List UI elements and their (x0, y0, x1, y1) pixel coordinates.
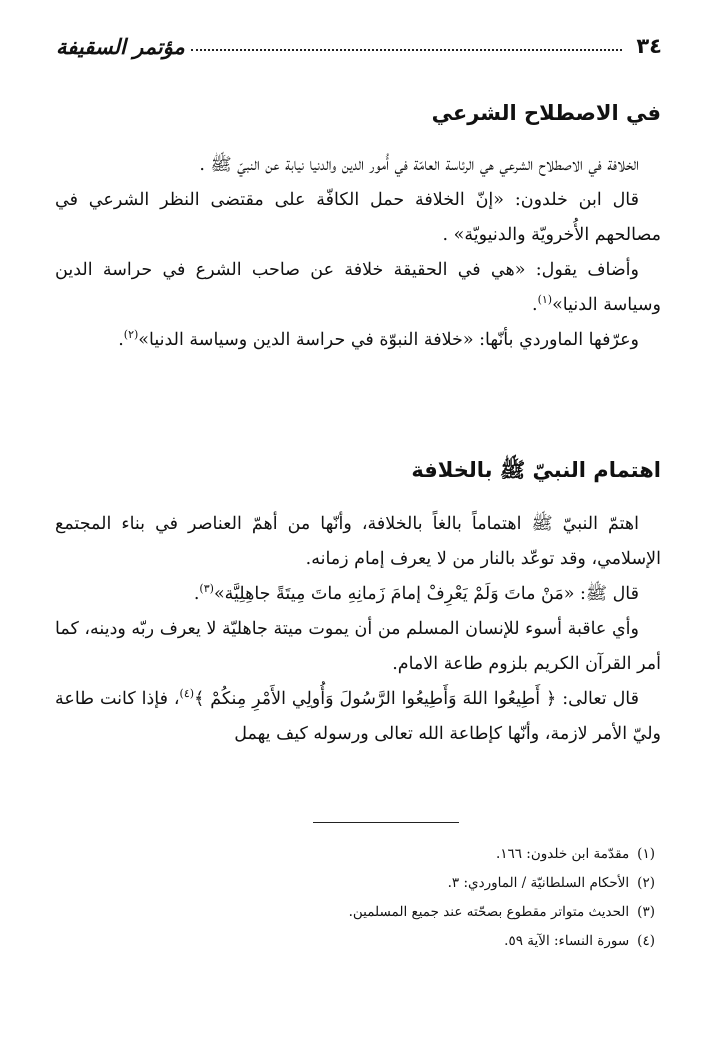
paragraph (55, 507, 661, 577)
section-heading: في الاصطلاح الشرعي (431, 101, 661, 125)
paragraph (55, 577, 661, 612)
footnote-number: (٣) (637, 904, 655, 920)
footnote-number: (١) (637, 846, 655, 862)
paragraph (55, 682, 661, 752)
paragraph-text: وأي عاقبة أسوء للإنسان المسلم من أن يموت ميتة جاهليّة لا يعرف ربّه ودينه، كما أمر القرآن الكريم بلزوم طاعة الامام. (55, 619, 661, 674)
footnote-ref: (٢) (123, 328, 139, 342)
paragraph-text: اهتمّ النبيّ ﷺ اهتماماً بالغاً بالخلافة، وأنّها من أهمّ العناصر في بناء المجتمع الإسلامي، وقد توعّد بالنار من لا يعرف إمام زمانه. (55, 514, 661, 569)
paragraph-tail: . (532, 295, 538, 315)
section-2-body (55, 507, 661, 752)
paragraph-tail: . (118, 330, 124, 350)
book-title: مؤتمر السقيفة (56, 33, 185, 59)
section-prophet-caliphate (55, 455, 661, 485)
paragraph (55, 183, 661, 253)
paragraph (55, 253, 661, 323)
running-head (56, 26, 662, 66)
footnote-ref: (١) (537, 293, 553, 307)
footnote-ref: (٤) (179, 687, 195, 701)
paragraph-text: قال تعالى: ﴿ أَطِيعُوا اللهَ وَأَطِيعُوا الرَّسُولَ وَأُولِي الأَمْرِ مِنكُمْ ﴾ (194, 689, 639, 709)
footnote-item (55, 840, 655, 869)
footnote-item (55, 869, 655, 898)
footnote-item (55, 927, 655, 956)
footnote-text: سورة النساء: الآية ٥٩. (504, 933, 630, 949)
paragraph-tail: ، فإذا كانت طاعة وليّ الأمر لازمة، وأنّها كإطاعة الله تعالى ورسوله كيف يهمل (55, 689, 661, 744)
paragraph (55, 323, 661, 358)
footnote-item (55, 898, 655, 927)
footnotes-list (55, 840, 655, 956)
footnote-number: (٢) (637, 875, 655, 891)
section-sharia-definition (55, 98, 661, 128)
page-number: ٣٤ (636, 34, 662, 58)
section-1-body (55, 148, 661, 358)
footnote-separator (313, 822, 459, 823)
paragraph-tail: . (193, 584, 200, 604)
paragraph-text: وأضاف يقول: «هي في الحقيقة خلافة عن صاحب الشرع في حراسة الدين وسياسة الدنيا» (55, 260, 661, 315)
footnote-text: مقدّمة ابن خلدون: ١٦٦. (495, 846, 630, 862)
footnote-number: (٤) (637, 933, 655, 949)
footnote-text: الأحكام السلطانيّة / الماوردي: ٣. (447, 875, 630, 891)
section-heading: اهتمام النبيّ ﷺ بالخلافة (411, 458, 661, 482)
footnote-ref: (٣) (199, 582, 214, 596)
dotted-leader (191, 49, 623, 51)
paragraph-text: وعرّفها الماوردي بأنّها: «خلافة النبوّة في حراسة الدين وسياسة الدنيا» (138, 330, 639, 350)
paragraph-text: الخلافة في الاصطلاح الشرعي هي الرئاسة العامّة في أُمور الدين والدنيا نيابة عن النبيّ ﷺ . (199, 155, 639, 175)
paragraph-text: قال ابن خلدون: «إنّ الخلافة حمل الكافّة على مقتضى النظر الشرعي في مصالحهم الأُخرويّة والدنيويّة» . (55, 190, 661, 245)
footnote-text: الحديث متواتر مقطوع بصحّته عند جميع المسلمين. (348, 904, 630, 920)
paragraph-text: قال ﷺ: «مَنْ ماتَ وَلَمْ يَعْرِفْ إمامَ زَمانِهِ ماتَ مِيتَةً جاهِلِيَّة» (213, 584, 639, 604)
paragraph (55, 612, 661, 682)
paragraph (55, 148, 661, 183)
